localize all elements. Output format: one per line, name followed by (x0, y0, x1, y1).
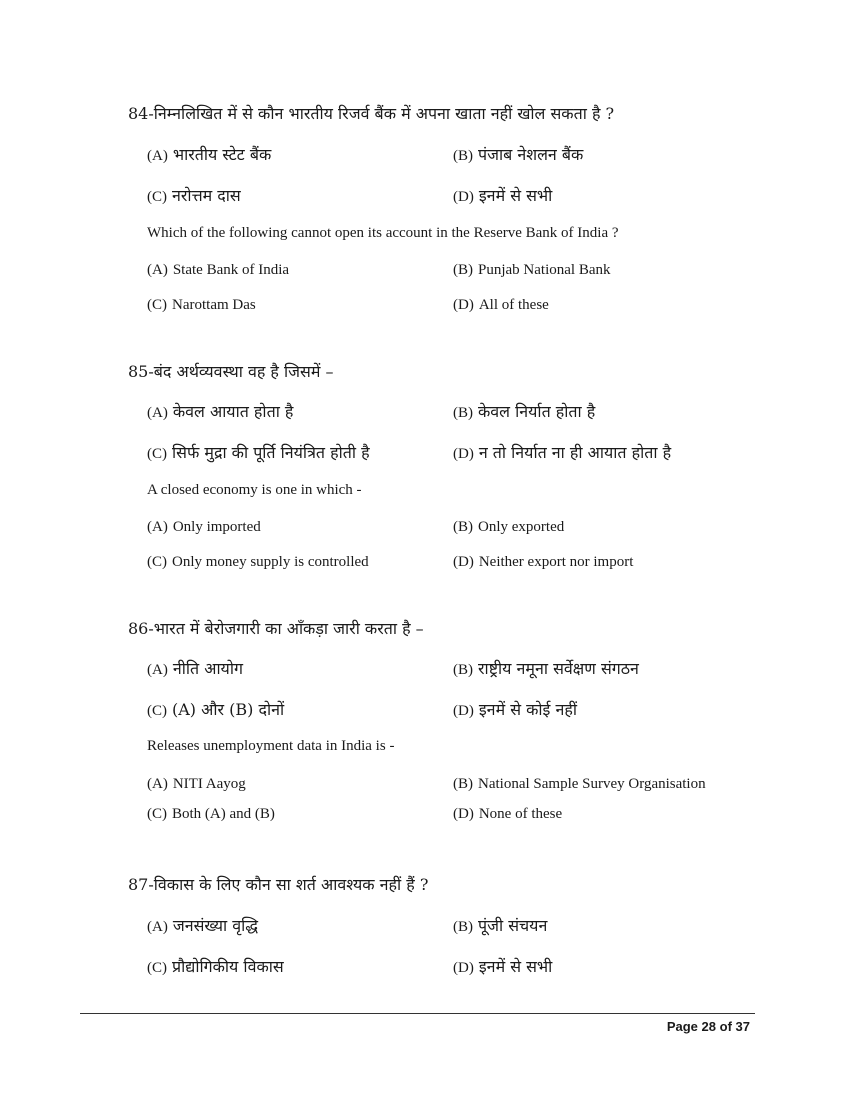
question-85-hindi: 85-बंद अर्थव्यवस्था वह है जिसमें – (128, 362, 334, 381)
options-row-86-hi-1 (147, 657, 767, 679)
option-b: (B) Punjab National Bank (453, 262, 611, 278)
question-84-hindi: 84-निम्नलिखित में से कौन भारतीय रिजर्व बैंक में अपना खाता नहीं खोल सकता है ? (128, 104, 615, 123)
option-c: (C) Only money supply is controlled (147, 554, 369, 570)
option-c: (C) Narottam Das (147, 297, 256, 313)
option-c: (C) नरोत्तम दास (147, 186, 241, 205)
question-87-hindi: 87-विकास के लिए कौन सा शर्त आवश्यक नहीं हैं ? (128, 875, 429, 894)
option-a: (A) NITI Aayog (147, 776, 246, 792)
option-d: (D) Neither export nor import (453, 554, 634, 570)
question-86-english: Releases unemployment data in India is - (147, 738, 395, 754)
option-d: (D) All of these (453, 297, 549, 313)
option-b: (B) Only exported (453, 519, 565, 535)
option-b: (B) राष्ट्रीय नमूना सर्वेक्षण संगठन (453, 659, 639, 678)
option-d: (D) न तो निर्यात ना ही आयात होता है (453, 443, 672, 462)
options-row-84-en-1 (147, 259, 767, 281)
options-row-85-en-2 (147, 551, 767, 573)
option-c: (C) प्रौद्योगिकीय विकास (147, 957, 284, 976)
options-row-86-en-1 (147, 773, 767, 795)
option-b: (B) National Sample Survey Organisation (453, 776, 706, 792)
footer-divider (80, 1013, 755, 1014)
option-d: (D) None of these (453, 806, 563, 822)
option-a: (A) केवल आयात होता है (147, 402, 294, 421)
option-c: (C) सिर्फ मुद्रा की पूर्ति नियंत्रित होती है (147, 443, 370, 462)
options-row-86-hi-2 (147, 698, 767, 720)
option-d: (D) इनमें से कोई नहीं (453, 700, 578, 719)
options-row-85-en-1 (147, 516, 767, 538)
question-85-english: A closed economy is one in which - (147, 482, 362, 498)
option-d: (D) इनमें से सभी (453, 957, 553, 976)
options-row-84-hi-1 (147, 143, 767, 165)
option-c: (C) Both (A) and (B) (147, 806, 275, 822)
question-84-english: Which of the following cannot open its account in the Reserve Bank of India ? (147, 225, 619, 241)
option-b: (B) केवल निर्यात होता है (453, 402, 596, 421)
options-row-84-hi-2 (147, 184, 767, 206)
option-b: (B) पंजाब नेशलन बैंक (453, 145, 584, 164)
question-86-hindi: 86-भारत में बेरोजगारी का आँकड़ा जारी करता है – (128, 619, 424, 638)
option-d: (D) इनमें से सभी (453, 186, 553, 205)
option-b: (B) पूंजी संचयन (453, 916, 548, 935)
option-a: (A) Only imported (147, 519, 261, 535)
option-a: (A) State Bank of India (147, 262, 290, 278)
options-row-85-hi-1 (147, 400, 767, 422)
page-number: Page 28 of 37 (666, 1019, 750, 1034)
options-row-85-hi-2 (147, 441, 767, 463)
options-row-86-en-2 (147, 803, 767, 825)
option-a: (A) नीति आयोग (147, 659, 243, 678)
options-row-87-hi-1 (147, 914, 767, 936)
option-c: (C) (A) और (B) दोनों (147, 700, 285, 719)
option-a: (A) जनसंख्या वृद्धि (147, 916, 259, 935)
options-row-87-hi-2 (147, 955, 767, 977)
options-row-84-en-2 (147, 294, 767, 316)
option-a: (A) भारतीय स्टेट बैंक (147, 145, 272, 164)
